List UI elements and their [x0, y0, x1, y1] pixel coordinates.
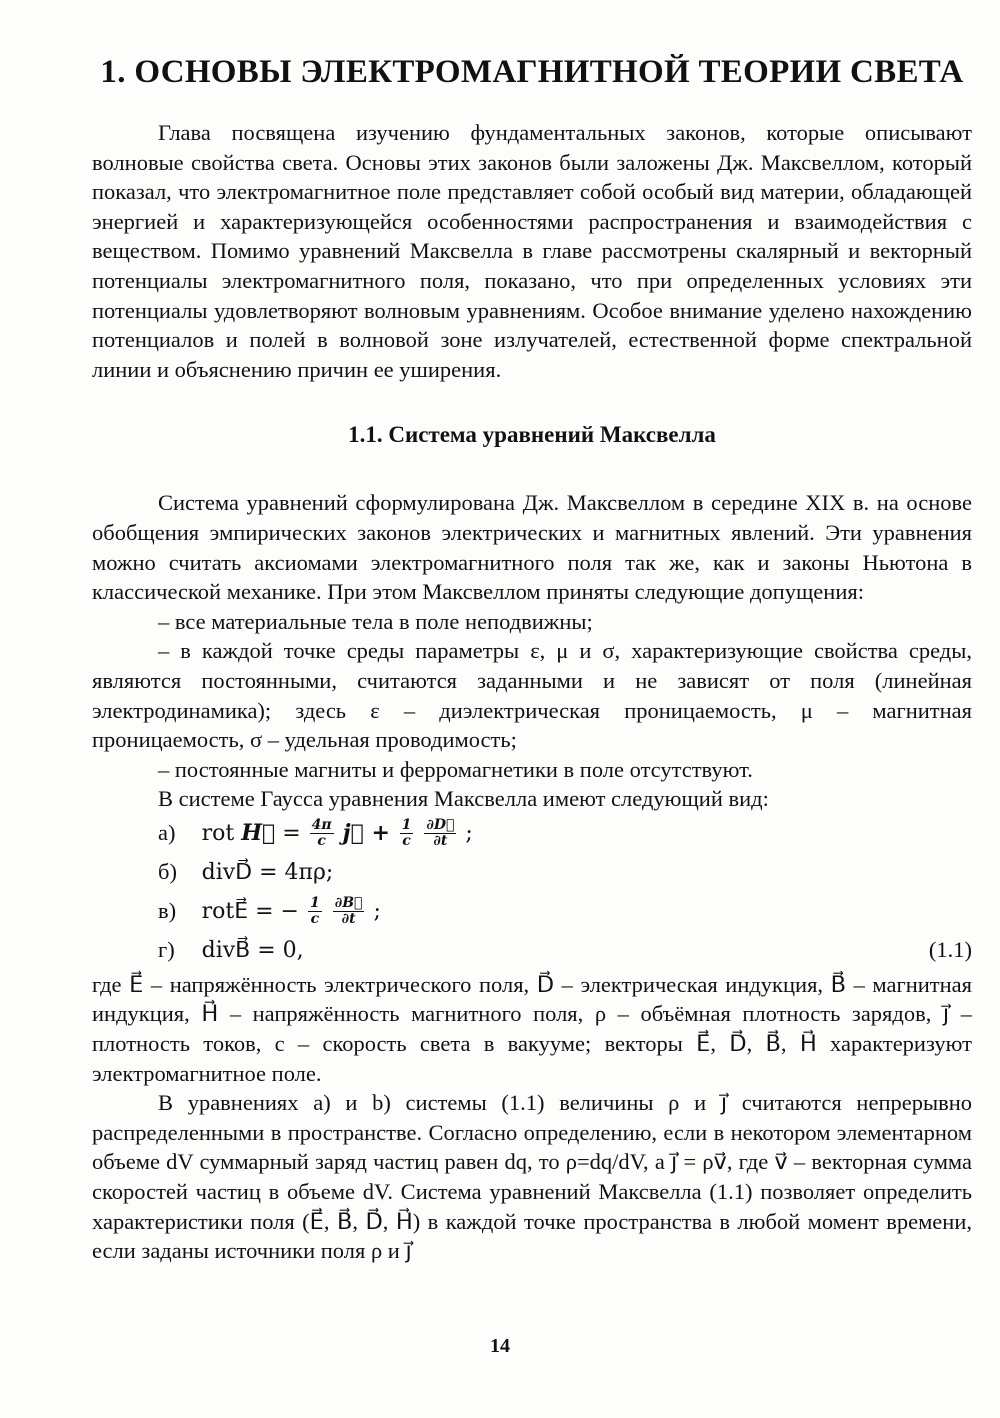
- equation-lhs: rotE⃗ = −: [201, 898, 299, 924]
- equation-number: (1.1): [928, 937, 972, 963]
- equation-label: г): [158, 936, 175, 962]
- assumption-2: – в каждой точке среды параметры ε, μ и σ, характеризующие свойства среды, являются постоянными, считаются заданными и не зависят от поля (линейная электродинамика); здесь ε – диэлектрическая проницаемость, μ – магнитная проницаемость, σ – удельная проводимость;: [92, 638, 972, 753]
- equation-operator: rot: [201, 820, 235, 846]
- section-paragraph-1: Система уравнений сформулирована Дж. Максвеллом в середине XIX в. на основе обобщения эмпирических законов электрических и магнитных явлений. Эти уравнения можно считать аксиомами электромагнитного поля так же, как и законы Ньютона в классической механике. При этом Максвеллом приняты следующие допущения:: [92, 490, 972, 605]
- chapter-intro: Глава посвящена изучению фундаментальных законов, которые описывают волновые свойства света. Основы этих законов были заложены Дж. Максвеллом, который показал, что электромагнитное поле представляет собой особый вид материи, обладающей энергией и характеризующейся особенностями распространения и взаимодействия с веществом. Помимо уравнений Максвелла в главе рассмотрены скалярный и векторный потенциалы электромагнитного поля, показано, что при определенных условиях эти потенциалы удовлетворяют волновым уравнениям. Особое внимание уделено нахождению потенциалов и полей в волновой зоне излучателей, естественной форме спектральной линии и объяснению причин ее уширения.: [92, 120, 972, 382]
- equation-text: divD⃗ = 4πρ;: [201, 859, 334, 885]
- equation-c: [92, 892, 972, 931]
- equation-tail: ;: [373, 898, 381, 924]
- equation-text: divB⃗ = 0,: [201, 937, 304, 963]
- gauss-intro: В системе Гаусса уравнения Максвелла имеют следующий вид:: [158, 786, 769, 812]
- equation-a: [92, 814, 972, 853]
- equation-label: б): [158, 858, 177, 884]
- assumption-1: – все материальные тела в поле неподвижны;: [158, 608, 593, 634]
- equation-fraction: $\frac{\partial D⃗}{\partial t}$: [426, 817, 455, 850]
- section-paragraph-2: В уравнениях а) и b) системы (1.1) величины ρ и j⃗ считаются непрерывно распределенными в пространстве. Согласно определению, если в некотором элементарном объеме dV суммарный заряд частиц равен dq, то ρ=dq/dV, а j⃗ = ρv⃗, где v⃗ – векторная сумма скоростей частиц в объеме dV. Система уравнений Максвелла (1.1) позволяет определить характеристики поля (E⃗, B⃗, D⃗, H⃗) в каждой точке пространства в любой момент времени, если заданы источники поля ρ и j⃗: [92, 1090, 973, 1264]
- equation-fraction: $\frac{1}{c}$: [309, 895, 320, 928]
- equation-d: [92, 931, 972, 970]
- equation-b: [92, 853, 972, 892]
- equation-term: j⃗ +: [342, 819, 398, 846]
- page-body: [92, 52, 972, 1266]
- equation-label: в): [158, 897, 177, 923]
- variables-description: где E⃗ – напряжённость электрического поля, D⃗ – электрическая индукция, B⃗ – магнитная индукция, H⃗ – напряжённость магнитного поля, ρ – объёмная плотность зарядов, j⃗ – плотность токов, c – скорость света в вакууме; векторы E⃗, D⃗, B⃗, H⃗ характеризуют электромагнитное поле.: [92, 971, 972, 1086]
- equation-fraction: $\frac{1}{c}$: [401, 817, 412, 850]
- equation-label: а): [158, 819, 176, 845]
- equation-fraction: $\frac{\partial B⃗}{\partial t}$: [334, 895, 363, 928]
- equation-tail: ;: [465, 820, 473, 846]
- page-number: 14: [490, 1335, 510, 1357]
- equation-equals: =: [282, 820, 308, 846]
- section-title: 1.1. Система уравнений Максвелла: [348, 422, 716, 448]
- assumption-3: – постоянные магниты и ферромагнетики в поле отсутствуют.: [158, 756, 753, 782]
- chapter-title: 1. ОСНОВЫ ЭЛЕКТРОМАГНИТНОЙ ТЕОРИИ СВЕТА: [100, 54, 964, 90]
- equation-vector: H⃗: [241, 819, 276, 846]
- equation-fraction: $\frac{4\pi}{c}$: [311, 817, 332, 850]
